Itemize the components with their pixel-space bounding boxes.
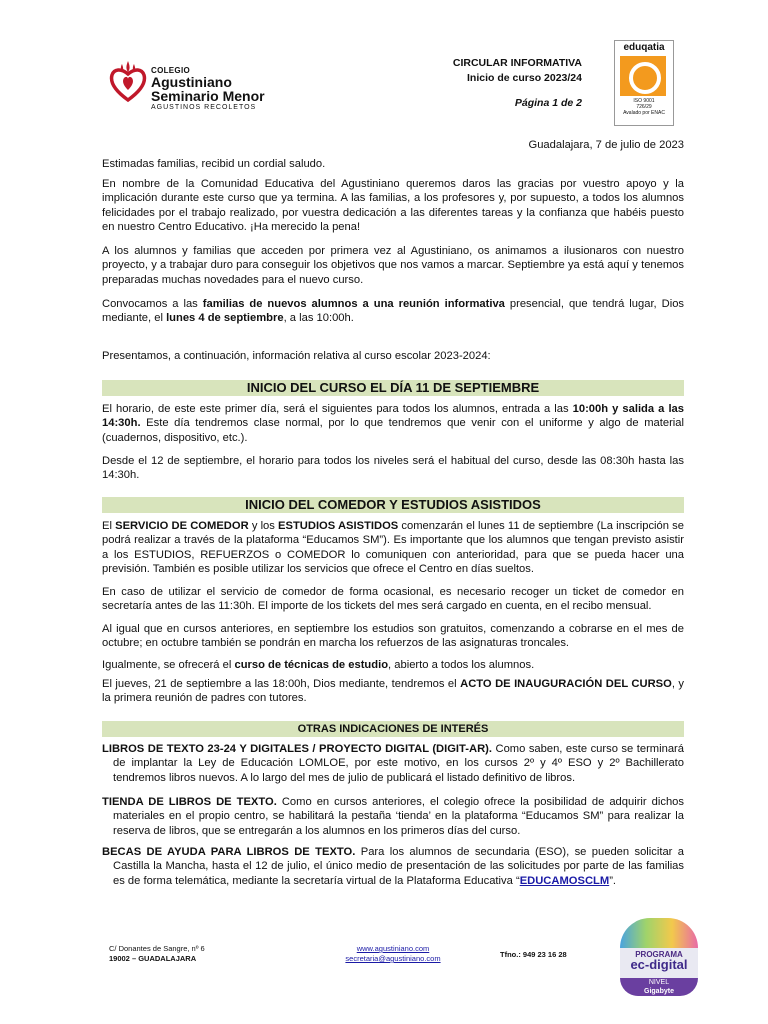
email-link[interactable]: secretaria@agustiniano.com <box>345 954 441 963</box>
footer-address <box>109 944 205 964</box>
heart-flame-icon <box>108 60 148 104</box>
footer-phone: Tfno.: 949 23 16 28 <box>500 950 567 959</box>
section1-paragraph-2: Desde el 12 de septiembre, el horario para todos los niveles será el habitual del curso, desde las 08:30h hasta las 14:30h. <box>102 455 684 482</box>
section2-paragraph-4: Igualmente, se ofrecerá el curso de técnicas de estudio, abierto a todos los alumnos. <box>102 659 535 671</box>
intro-paragraph-3: Convocamos a las familias de nuevos alumnos a una reunión informativa presencial, que tendrá lugar, Dios mediante, el lunes 4 de septiembre, a las 10:00h. <box>102 298 685 325</box>
section-heading-dining: INICIO DEL COMEDOR Y ESTUDIOS ASISTIDOS <box>102 497 684 513</box>
address-line-1: C/ Donantes de Sangre, nº 6 <box>109 944 205 953</box>
educamosclm-link[interactable]: EDUCAMOSCLM <box>519 874 610 887</box>
ec-digital-badge <box>620 918 698 996</box>
eduqatia-badge <box>614 40 674 126</box>
footer-contact <box>338 944 448 964</box>
section-heading-start: INICIO DEL CURSO EL DÍA 11 DE SEPTIEMBRE <box>102 380 684 396</box>
letter-date: Guadalajara, 7 de julio de 2023 <box>528 139 684 151</box>
logo-line-1: COLEGIO <box>151 66 190 75</box>
badge-text: PROGRAMA ec-digital <box>620 948 698 978</box>
logo-line-4: AGUSTINOS RECOLETOS <box>151 104 257 111</box>
circular-heading <box>453 56 582 111</box>
school-name <box>151 66 291 112</box>
badge-rainbow-icon <box>620 918 698 948</box>
logo-line-2: Agustiniano <box>151 74 232 90</box>
item-textbooks: LIBROS DE TEXTO 23-24 Y DIGITALES / PROYECTO DIGITAL (DIGIT-AR). Como saben, este curso se terminará de implantar la Ley de Educación LOMLOE, por este motivo, en los cursos 2º y 4º ESO y 2º Bachillerato tendremos libros nuevos. A lo largo del mes de julio de publicará el listado definitivo de libros. <box>102 743 684 784</box>
greeting: Estimadas familias, recibid un cordial saludo. <box>102 158 326 170</box>
intro-paragraph-4: Presentamos, a continuación, información relativa al curso escolar 2023-2024: <box>102 350 491 362</box>
item-book-store: TIENDA DE LIBROS DE TEXTO. Como en cursos anteriores, el colegio ofrece la posibilidad de adquirir dichos materiales en el propio centro, se habilitará la pestaña ‘tienda’ en la plataforma “Educamos SM” para realizar la reserva de libros, que se entregarán a los alumnos en los primeros días del curso. <box>102 796 684 837</box>
meeting-date: lunes 4 de septiembre <box>166 312 284 325</box>
eduqatia-name: eduqatia <box>615 41 673 54</box>
circular-subtitle: Inicio de curso 2023/24 <box>467 72 582 84</box>
logo-line-3: Seminario Menor <box>151 88 265 104</box>
section2-paragraph-5: El jueves, 21 de septiembre a las 18:00h, Dios mediante, tendremos el ACTO DE INAUGURACIÓN DEL CURSO, y la primera reunión de padres con tutores. <box>102 678 684 705</box>
circular-title: CIRCULAR INFORMATIVA <box>452 57 582 69</box>
section-heading-other: OTRAS INDICACIONES DE INTERÉS <box>102 721 684 737</box>
badge-level: NIVEL Gigabyte <box>620 978 698 996</box>
page-number: Página 1 de 2 <box>514 97 582 109</box>
school-logo <box>108 60 148 104</box>
section1-paragraph-1: El horario, de este este primer día, será el siguientes para todos los alumnos, entrada a las 10:00h y salida a las 14:30h. Este día tendremos clase normal, por lo que tendremos que venir con el uniforme y algo de material (cuadernos, dispositivo, etc.). <box>102 403 684 444</box>
meeting-highlight: familias de nuevos alumnos a una reunión informativa <box>202 298 505 310</box>
intro-paragraph-2: A los alumnos y familias que acceden por primera vez al Agustiniano, os animamos a ilusionaros con nuestro proyecto, y a trabajar duro para conseguir los objetivos que nos vamos a marcar. Septiembre ya está aquí y tenemos preparadas muchas novedades para el nuevo curso. <box>102 245 684 286</box>
section2-paragraph-2: En caso de utilizar el servicio de comedor de forma ocasional, es necesario recoger un ticket de comedor en secretaría antes de las 11:30h. El importe de los tickets del mes será cargado en cuenta, en el recibo mensual. <box>102 586 684 613</box>
address-line-2: 19002 – GUADALAJARA <box>109 954 197 963</box>
item-grants: BECAS DE AYUDA PARA LIBROS DE TEXTO. Para los alumnos de secundaria (ESO), se pueden solicitar a Castilla la Mancha, hasta el 12 de julio, el único medio de presentación de las solicitudes por parte de las familias es de forma telemática, mediante la secretaría virtual de la Plataforma Educativa “EDUCAMOSCLM”. <box>102 846 685 887</box>
section2-paragraph-1: El SERVICIO DE COMEDOR y los ESTUDIOS ASISTIDOS comenzarán el lunes 11 de septiembre (La inscripción se podrá realizar a través de la plataforma “Educamos SM”). Es importante que los alumnos que tengan previsto asistir a los ESTUDIOS, REFUERZOS o COMEDOR lo comuniquen con anterioridad, para que se pueda hacer una previsión. También es posible utilizar los servicios que ofrece el Centro en días sueltos. <box>102 520 684 576</box>
iso-note: Avalado por ENAC <box>623 110 665 116</box>
eduqatia-logo-icon <box>620 56 666 96</box>
website-link[interactable]: www.agustiniano.com <box>356 944 430 953</box>
intro-paragraph-1: En nombre de la Comunidad Educativa del Agustiniano queremos daros las gracias por vuestro apoyo y la implicación durante este curso que ya termina. A las familias, a los profesores y, por supuesto, a todos los alumnos felicidades por el trabajo realizado, por vuestra dedicación a las diferentes tareas y la confianza que habéis puesto en nuestro Centro Educativo. ¡Ha merecido la pena! <box>102 178 684 234</box>
section2-paragraph-3: Al igual que en cursos anteriores, en septiembre los estudios son gratuitos, comenzando a cobrarse en el mes de octubre; en octubre también se pondrán en marcha los refuerzos de las asignaturas troncales. <box>102 623 684 650</box>
iso-code: 726/29 <box>636 104 652 110</box>
iso-label: ISO 9001 <box>633 98 655 104</box>
